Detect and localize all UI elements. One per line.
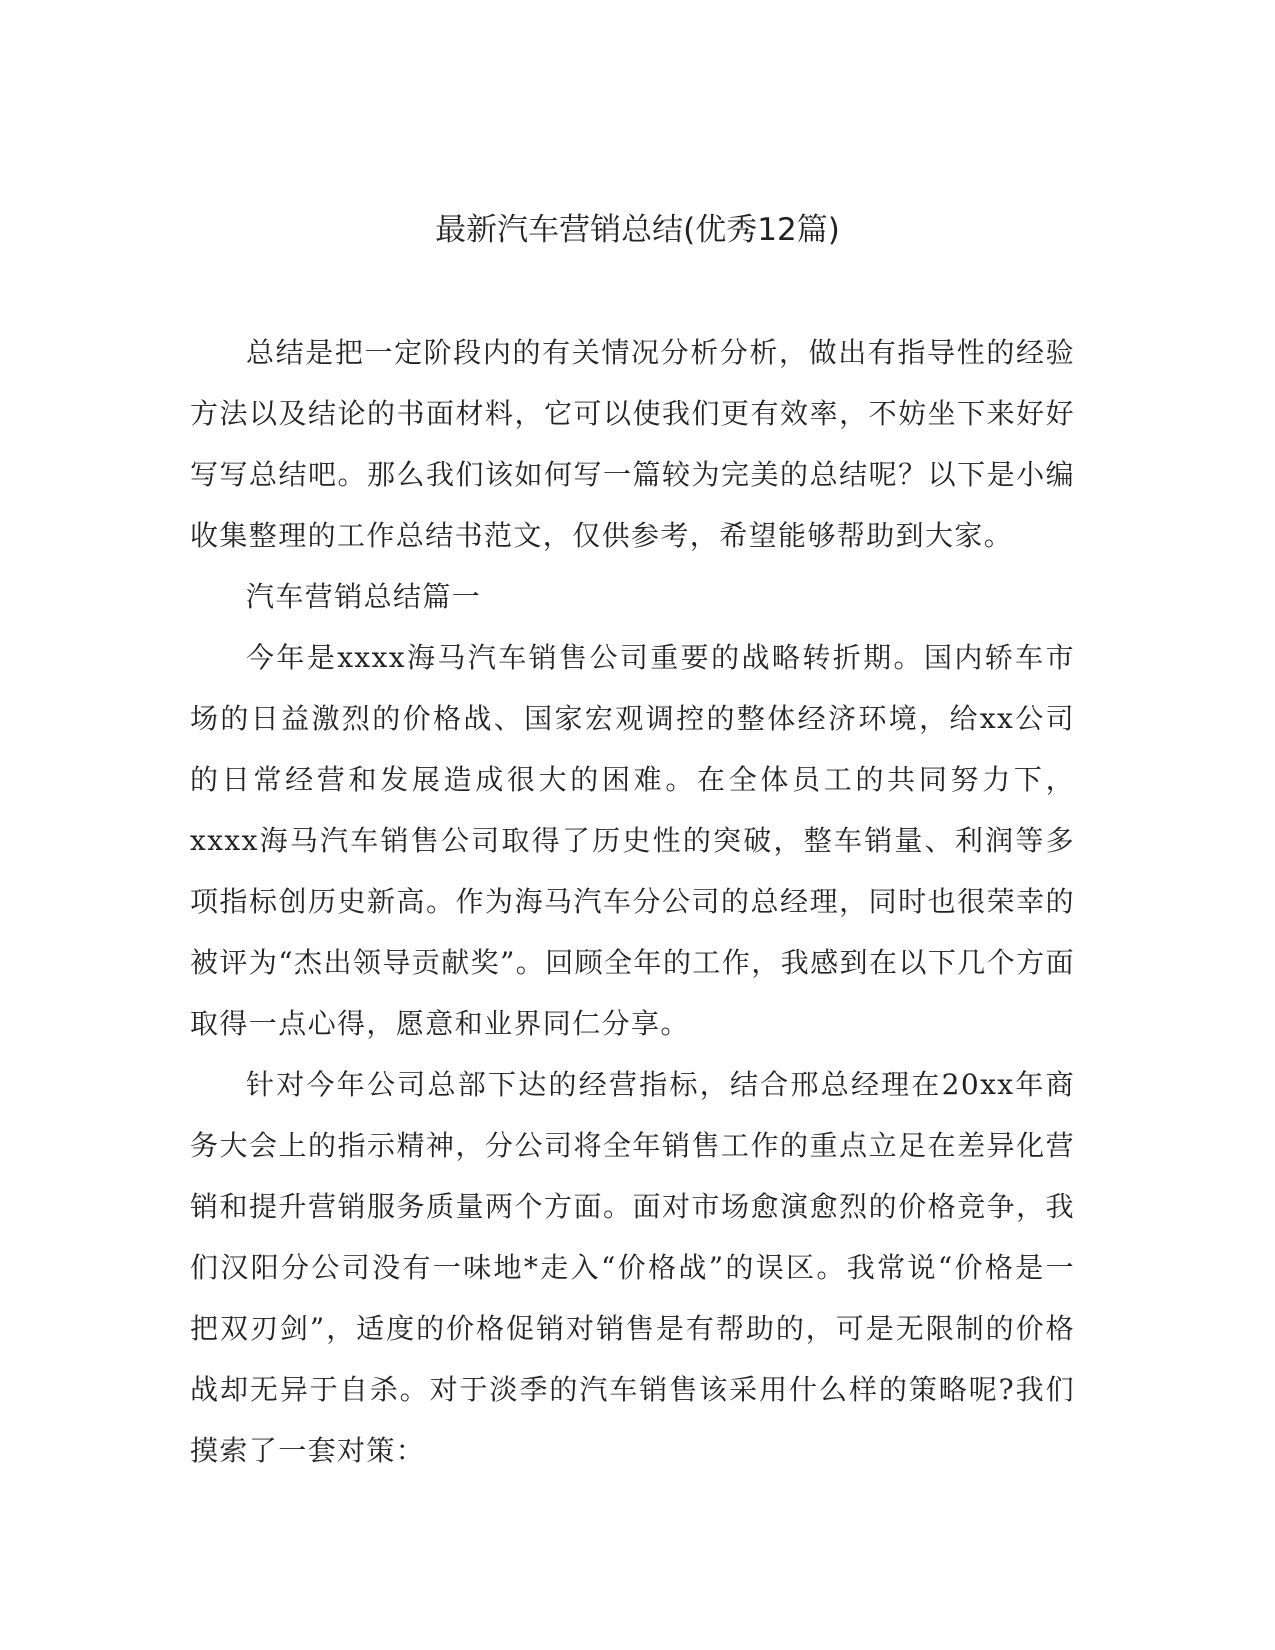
section-heading: 汽车营销总结篇一 [246,580,482,613]
document-body [190,322,1075,1481]
document-title: 最新汽车营销总结(优秀12篇) [435,212,840,248]
paragraph-strategy: 针对今年公司总部下达的经营指标，结合邢总经理在20xx年商务大会上的指示精神，分公司将全年销售工作的重点立足在差异化营销和提升营销服务质量两个方面。面对市场愈演愈烈的价格竞争，我们汉阳分公司没有一味地*走入“价格战”的误区。我常说“价格是一把双刃剑”，适度的价格促销对销售是有帮助的，可是无限制的价格战却无异于自杀。对于淡季的汽车销售该采用什么样的策略呢?我们摸索了一套对策： [190,1068,1075,1467]
paragraph-intro: 总结是把一定阶段内的有关情况分析分析，做出有指导性的经验方法以及结论的书面材料，它可以使我们更有效率，不妨坐下来好好写写总结吧。那么我们该如何写一篇较为完美的总结呢？以下是小编收集整理的工作总结书范文，仅供参考，希望能够帮助到大家。 [190,336,1075,552]
paragraph-overview: 今年是xxxx海马汽车销售公司重要的战略转折期。国内轿车市场的日益激烈的价格战、国家宏观调控的整体经济环境，给xx公司的日常经营和发展造成很大的困难。在全体员工的共同努力下，xxxx海马汽车销售公司取得了历史性的突破，整车销量、利润等多项指标创历史新高。作为海马汽车分公司的总经理，同时也很荣幸的被评为“杰出领导贡献奖”。回顾全年的工作，我感到在以下几个方面取得一点心得，愿意和业界同仁分享。 [190,641,1075,1040]
